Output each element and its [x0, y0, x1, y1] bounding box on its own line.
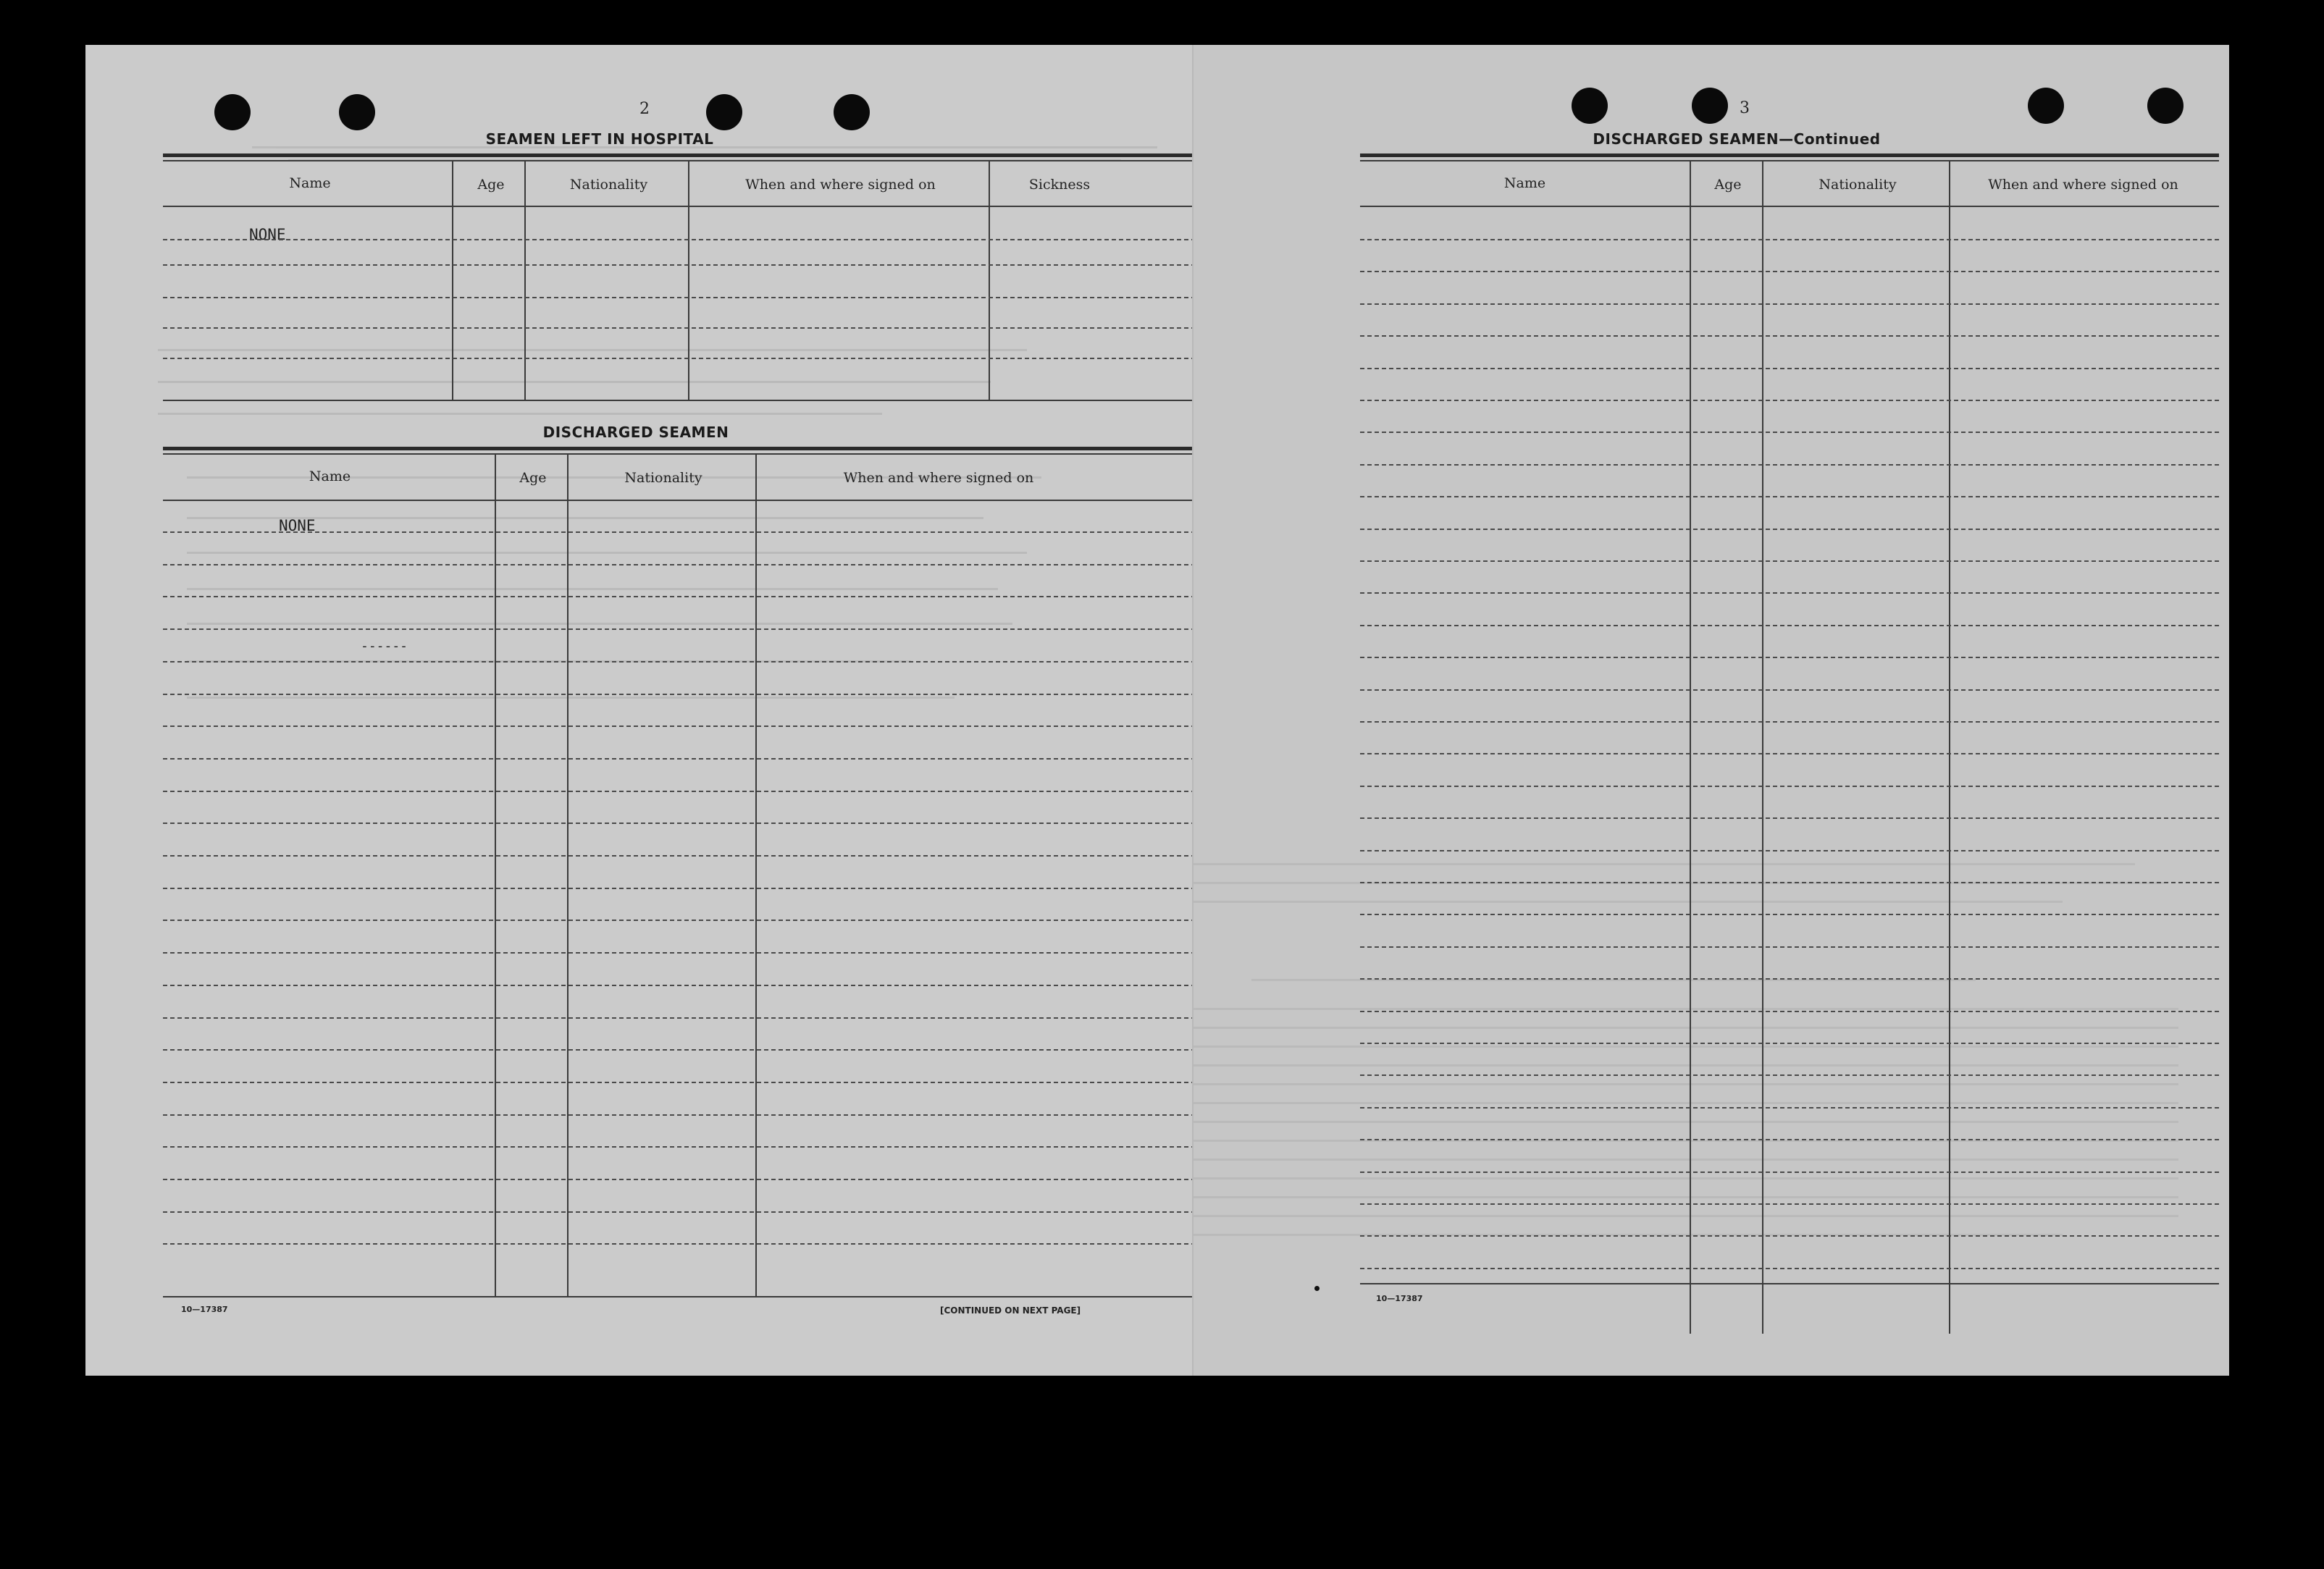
ledger-row-line	[163, 1243, 1203, 1245]
discharged-col-signed-on: When and where signed on	[843, 470, 1034, 486]
continued-col-age: Age	[1714, 177, 1742, 193]
ledger-row-line	[163, 1211, 1203, 1213]
binder-hole	[339, 94, 375, 130]
binder-hole	[706, 94, 742, 130]
ledger-row-line	[1360, 1043, 2219, 1044]
continued-col-name: Name	[1503, 175, 1546, 191]
discharged-entry: NONE	[279, 517, 316, 534]
ledger-row-line	[163, 920, 1203, 921]
ledger-row-line	[163, 855, 1203, 857]
ledger-row-line	[1360, 978, 2219, 980]
discharged-col-age: Age	[519, 470, 547, 486]
binder-hole	[214, 94, 251, 130]
binder-hole	[1572, 88, 1608, 124]
ledger-row-line	[1360, 1011, 2219, 1012]
ledger-row-line	[1360, 368, 2219, 369]
hospital-entry: NONE	[249, 226, 286, 243]
ledger-row-line	[1360, 529, 2219, 530]
hospital-col-name: Name	[289, 175, 331, 191]
hospital-row-line	[163, 297, 1203, 298]
ledger-row-line	[1360, 1172, 2219, 1173]
ledger-row-line	[1360, 657, 2219, 658]
continued-top-rule	[1360, 153, 2219, 157]
ledger-row-line	[1360, 689, 2219, 691]
hospital-section-title: SEAMEN LEFT IN HOSPITAL	[485, 130, 714, 148]
hospital-col-nationality: Nationality	[569, 177, 648, 193]
hospital-col-age: Age	[477, 177, 505, 193]
continued-bottom-rule	[1360, 1283, 2219, 1284]
ledger-row-line	[163, 888, 1203, 889]
ledger-row-line	[163, 564, 1203, 565]
discharged-dashes: ------	[361, 639, 408, 654]
ledger-row-line	[163, 1082, 1203, 1083]
hospital-row-line	[163, 358, 1203, 359]
continued-col-divider	[1949, 161, 1950, 1334]
ledger-row-line	[1360, 560, 2219, 562]
hospital-row-line	[163, 239, 1203, 240]
hospital-col-divider	[524, 161, 526, 400]
ledger-row-line	[1360, 1107, 2219, 1109]
ledger-row-line	[163, 1017, 1203, 1019]
discharged-continued-title: DISCHARGED SEAMEN—Continued	[1593, 130, 1881, 148]
bleed-through-text	[1194, 863, 2207, 1312]
discharged-col-name: Name	[309, 468, 351, 484]
ledger-row-line	[1360, 335, 2219, 337]
ledger-row-line	[1360, 1235, 2219, 1237]
hospital-bottom-rule	[163, 400, 1203, 401]
ledger-row-line	[163, 1146, 1203, 1148]
ledger-row-line	[1360, 464, 2219, 466]
continued-col-signed-on: When and where signed on	[1988, 177, 2178, 193]
ledger-row-line	[1360, 432, 2219, 433]
continued-col-nationality: Nationality	[1818, 177, 1897, 193]
ledger-row-line	[163, 596, 1203, 597]
ledger-row-line	[1360, 753, 2219, 754]
continued-col-divider	[1762, 161, 1763, 1334]
ledger-row-line	[163, 823, 1203, 824]
form-code: 10—17387	[1376, 1294, 1423, 1303]
ledger-row-line	[1360, 303, 2219, 305]
ledger-row-line	[163, 791, 1203, 792]
continued-col-divider	[1690, 161, 1691, 1334]
continued-top-rule-2	[1360, 160, 2219, 161]
discharged-col-divider	[755, 454, 757, 1297]
binder-hole	[2028, 88, 2064, 124]
hospital-col-signed-on: When and where signed on	[745, 177, 936, 193]
hospital-row-line	[163, 264, 1203, 266]
ledger-row-line	[1360, 592, 2219, 594]
continued-header-rule	[1360, 206, 2219, 207]
ledger-row-line	[1360, 239, 2219, 240]
ledger-row-line	[1360, 1203, 2219, 1205]
ledger-row-line	[163, 1114, 1203, 1116]
continued-note: [CONTINUED ON NEXT PAGE]	[940, 1305, 1081, 1316]
ledger-row-line	[1360, 850, 2219, 851]
discharged-section-title: DISCHARGED SEAMEN	[542, 424, 729, 441]
ledger-row-line	[163, 531, 1203, 533]
ledger-row-line	[1360, 1074, 2219, 1076]
ledger-row-line	[1360, 721, 2219, 723]
ledger-row-line	[163, 694, 1203, 695]
hospital-col-divider	[989, 161, 990, 400]
hospital-top-rule-2	[163, 160, 1203, 161]
ledger-row-line	[163, 758, 1203, 760]
right-page	[1194, 45, 2229, 1376]
hospital-col-sickness: Sickness	[1028, 177, 1091, 193]
binder-hole	[834, 94, 870, 130]
form-code: 10—17387	[181, 1305, 228, 1314]
bleed-through-text	[158, 349, 1099, 783]
discharged-header-rule	[163, 500, 1203, 501]
left-page	[85, 45, 1194, 1376]
binder-hole	[1692, 88, 1728, 124]
ledger-row-line	[1360, 1268, 2219, 1269]
ledger-row-line	[1360, 914, 2219, 915]
ledger-row-line	[1360, 625, 2219, 626]
document-scan	[85, 45, 2229, 1376]
ledger-row-line	[163, 1179, 1203, 1180]
hospital-col-divider	[452, 161, 453, 400]
hospital-header-rule	[163, 206, 1203, 207]
ledger-row-line	[163, 1049, 1203, 1051]
ledger-row-line	[163, 725, 1203, 727]
hospital-row-line	[163, 327, 1203, 329]
discharged-col-divider	[567, 454, 569, 1297]
binder-hole	[2147, 88, 2184, 124]
ledger-row-line	[163, 661, 1203, 662]
ledger-row-line	[1360, 1139, 2219, 1140]
ledger-row-line	[163, 952, 1203, 954]
ledger-row-line	[1360, 817, 2219, 819]
ledger-row-line	[1360, 496, 2219, 497]
page-number: 2	[639, 100, 650, 118]
page-number: 3	[1740, 99, 1750, 117]
hospital-top-rule	[163, 153, 1203, 157]
discharged-bottom-rule	[163, 1296, 1203, 1297]
ledger-row-line	[1360, 400, 2219, 401]
ledger-row-line	[1360, 946, 2219, 948]
discharged-col-divider	[495, 454, 496, 1297]
ledger-row-line	[1360, 786, 2219, 787]
discharged-top-rule	[163, 447, 1203, 450]
ledger-row-line	[1360, 882, 2219, 883]
hospital-col-divider	[688, 161, 689, 400]
stray-mark	[1314, 1286, 1320, 1291]
discharged-top-rule-2	[163, 453, 1203, 455]
ledger-row-line	[1360, 271, 2219, 272]
ledger-row-line	[163, 985, 1203, 986]
ledger-row-line	[163, 628, 1203, 630]
discharged-col-nationality: Nationality	[624, 470, 702, 486]
